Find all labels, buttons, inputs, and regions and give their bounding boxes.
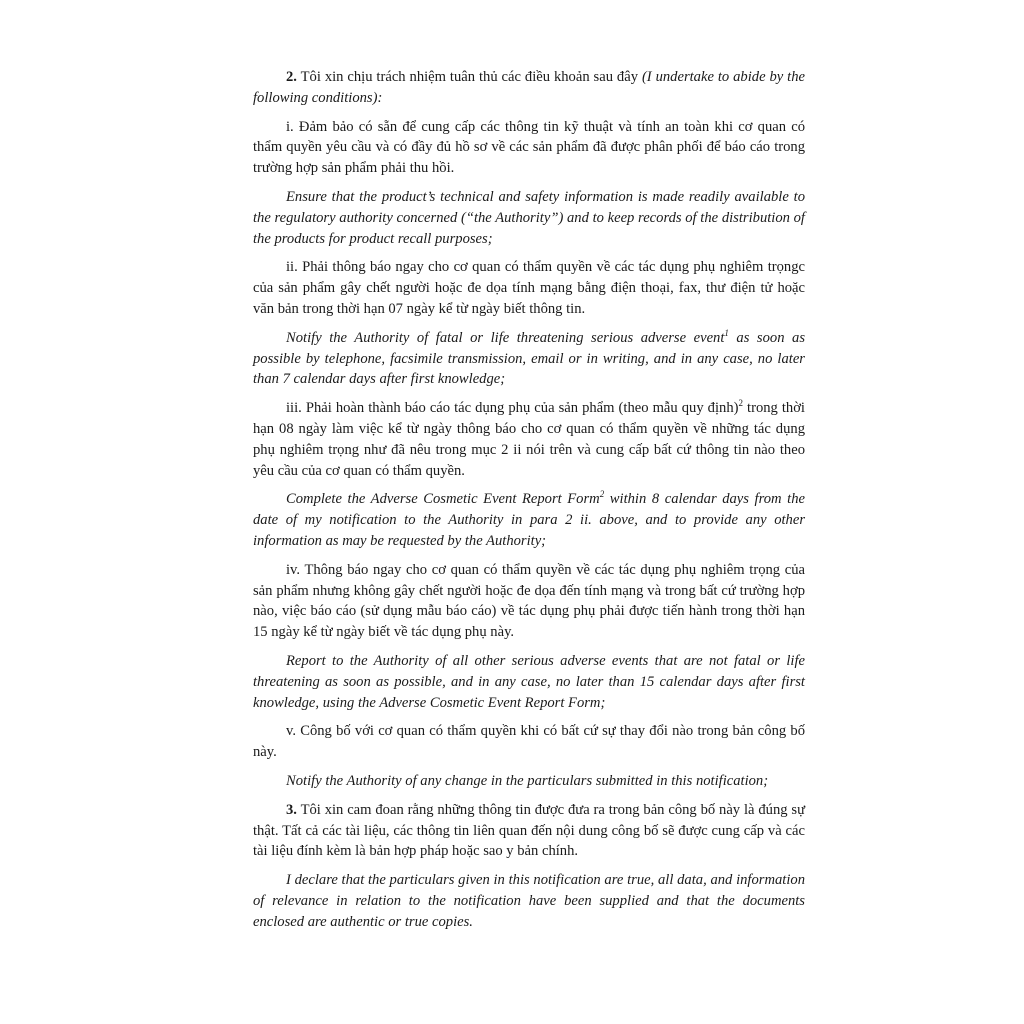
footnote-ref-1: 1	[724, 327, 729, 338]
section-3-number: 3.	[286, 801, 297, 818]
item-iii-vi	[253, 398, 805, 481]
item-iii-en-part2: within 8 calendar days from the date of my notification to the Authority in para 2 ii. above, and to provide any other information as may be requested by the Authority;	[253, 491, 805, 549]
item-v-vi: v. Công bố với cơ quan có thẩm quyền khi có bất cứ sự thay đổi nào trong bản công bố này.	[253, 723, 805, 761]
document-page	[253, 67, 805, 940]
item-iii-vi-part2: trong thời hạn 08 ngày làm việc kể từ ngày thông báo cho cơ quan có thẩm quyền về những tác dụng phụ nghiêm trọng như đã nêu trong mục 2 ii nói trên và cung cấp bất cứ thông tin nào theo yêu cầu của cơ quan có thẩm quyền.	[253, 400, 805, 479]
section-2-number: 2.	[286, 69, 297, 85]
section-3-vi	[253, 800, 805, 862]
footnote-ref-2-en: 2	[599, 489, 605, 500]
section-3-en: I declare that the particulars given in this notification are true, all data, and information of relevance in relation to the notification have been supplied and that the documents enclosed are authentic or true copies.	[253, 872, 805, 930]
item-ii-en	[253, 328, 805, 390]
section-2-heading-vi: Tôi xin chịu trách nhiệm tuân thủ các điều khoản sau đây	[300, 69, 638, 85]
item-v-en: Notify the Authority of any change in the particulars submitted in this notification;	[286, 772, 769, 789]
item-ii-en-part1: Notify the Authority of fatal or life threatening serious adverse event	[286, 329, 725, 346]
item-i-en: Ensure that the product’s technical and safety information is made readily available to the regulatory authority concerned (“the Authority”) and to keep records of the distribution of the products for product recall purposes;	[253, 188, 805, 247]
item-ii-en-part2: as soon as possible by telephone, facsimile transmission, email or in writing, and in any case, no later than 7 calendar days after first knowledge;	[253, 329, 805, 388]
item-iii-en	[253, 489, 805, 551]
item-iii-en-part1: Complete the Adverse Cosmetic Event Report Form	[286, 491, 600, 508]
item-ii-vi: ii. Phải thông báo ngay cho cơ quan có thẩm quyền về các tác dụng phụ nghiêm trọngc của sản phẩm gây chết người hoặc đe dọa tính mạng bằng điện thoại, fax, thư điện tử hoặc văn bản trong thời hạn 07 ngày kể từ ngày biết thông tin.	[253, 259, 805, 317]
section-2-heading	[253, 67, 805, 109]
footnote-ref-2: 2	[738, 398, 743, 409]
item-iii-vi-part1: iii. Phải hoàn thành báo cáo tác dụng phụ của sản phẩm (theo mẫu quy định)	[286, 400, 739, 417]
item-iv-vi: iv. Thông báo ngay cho cơ quan có thẩm quyền về các tác dụng phụ nghiêm trọng của sản phẩm nhưng không gây chết người hoặc đe dọa đến tính mạng và trong bất cứ trường hợp nào, việc báo cáo (sử dụng mẫu báo cáo) về tác dụng phụ phải được tiến hành trong thời hạn 15 ngày kể từ ngày biết về tác dụng phụ này.	[253, 561, 805, 641]
item-iv-en: Report to the Authority of all other serious adverse events that are not fatal or life threatening as soon as possible, and in any case, no later than 15 calendar days after first knowledge, using the Adverse Cosmetic Event Report Form;	[253, 652, 805, 711]
item-i-vi: i. Đảm bảo có sẵn để cung cấp các thông tin kỹ thuật và tính an toàn khi cơ quan có thẩm quyền yêu cầu và có đầy đủ hồ sơ về các sản phẩm đã được phân phối để báo cáo trong trường hợp sản phẩm phải thu hồi.	[253, 118, 805, 177]
section-3-vi-text: Tôi xin cam đoan rằng những thông tin được đưa ra trong bản công bố này là đúng sự thật. Tất cả các tài liệu, các thông tin liên quan đến nội dung công bố sẽ được cung cấp và các tài liệu đính kèm là bản hợp pháp hoặc sao y bản chính.	[253, 801, 806, 860]
section-2-heading-en: (I undertake to abide by the following conditions):	[253, 69, 806, 106]
